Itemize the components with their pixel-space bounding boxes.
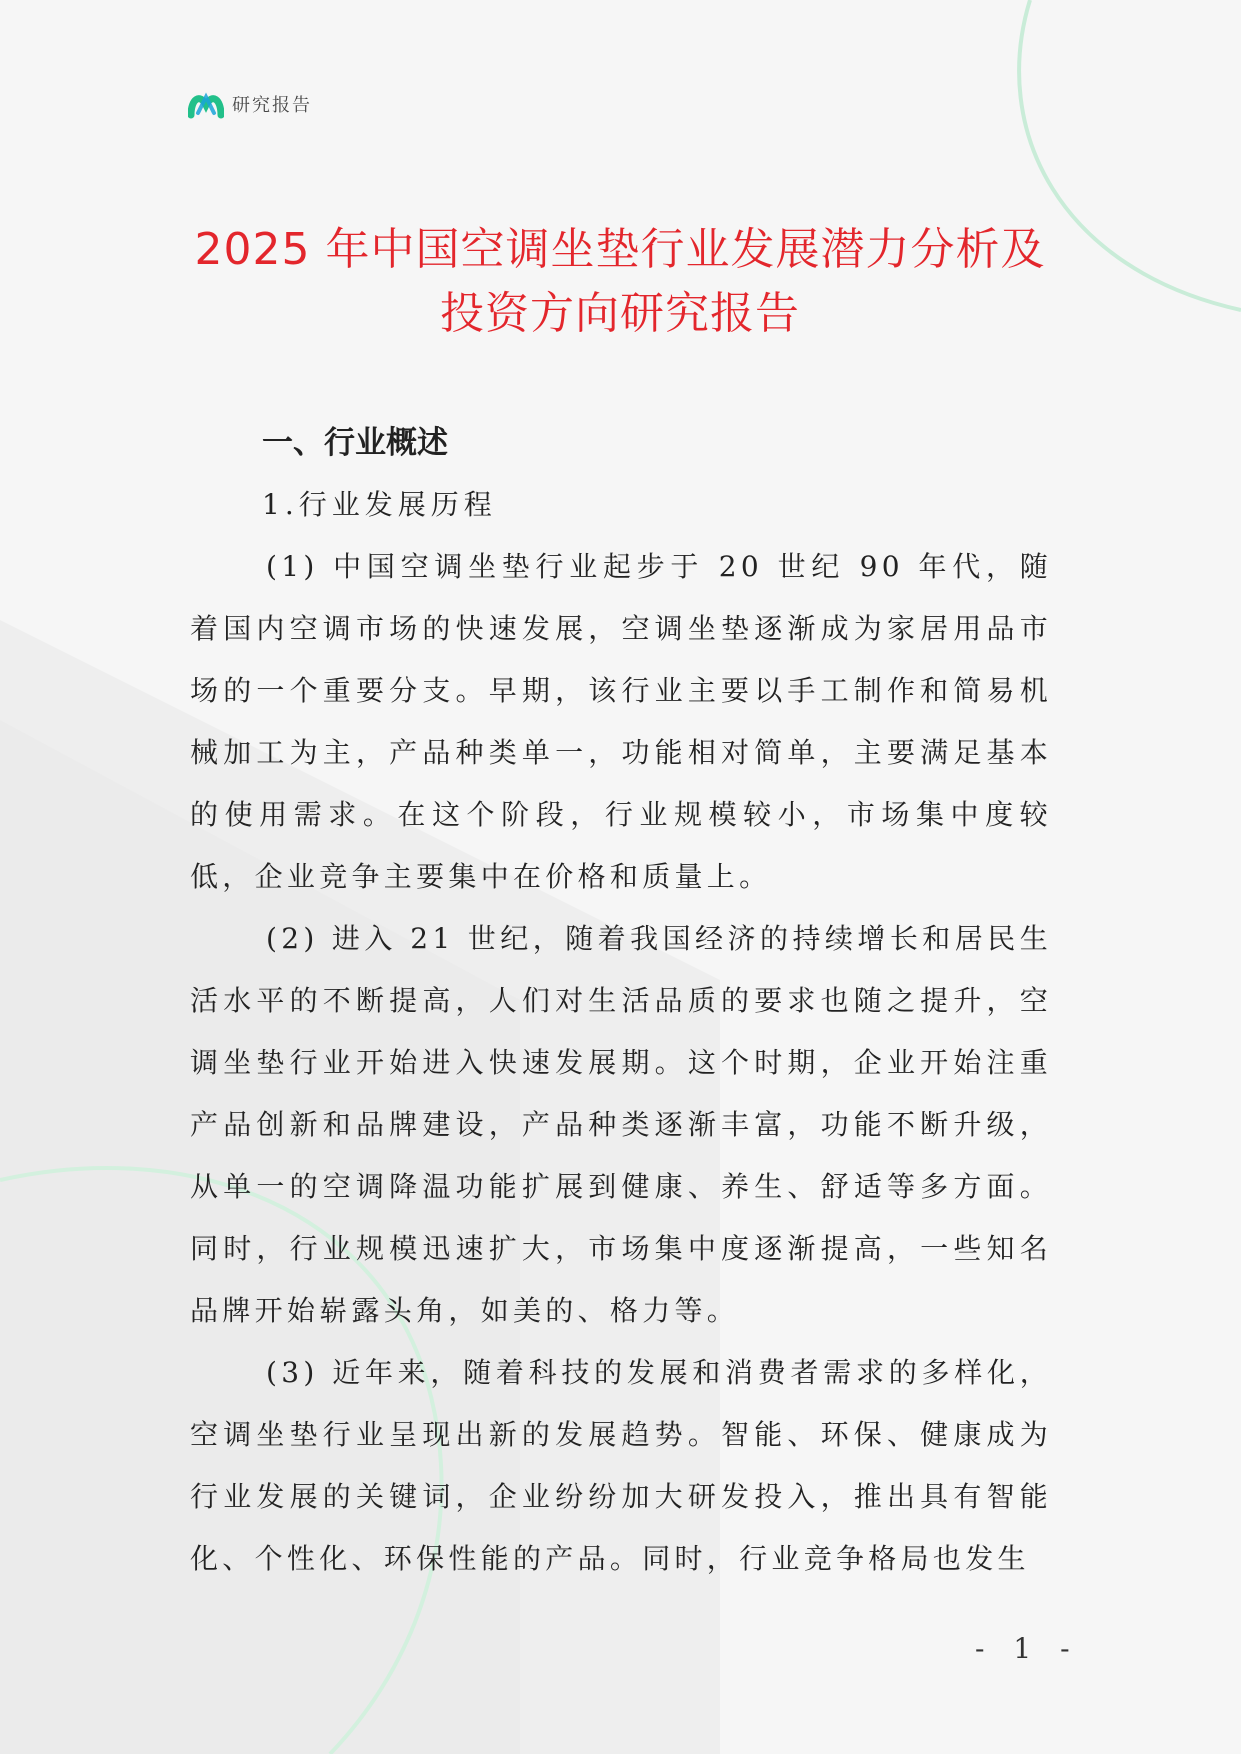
header-label: 研究报告 [232,95,312,116]
title-line-2: 投资方向研究报告 [440,288,800,339]
paragraph: (2) 进入 21 世纪，随着我国经济的持续增长和居民生活水平的不断提高，人们对生活品质的要求也随之提升，空调坐垫行业开始进入快速发展期。这个时期，企业开始注重产品创新和品牌建设，产品种类逐渐丰富，功能不断升级，从单一的空调降温功能扩展到健康、养生、舒适等多方面。同时，行业规模迅速扩大，市场集中度逐渐提高，一些知名品牌开始崭露头角，如美的、格力等。 [190,922,1052,1327]
document-body [190,412,1052,1590]
brand-logo-icon [188,88,224,120]
page-number: - 1 - [975,1632,1080,1665]
title-line-1: 2025 年中国空调坐垫行业发展潜力分析及 [194,224,1046,275]
paragraph: (3) 近年来，随着科技的发展和消费者需求的多样化，空调坐垫行业呈现出新的发展趋势。智能、环保、健康成为行业发展的关键词，企业纷纷加大研发投入，推出具有智能化、个性化、环保性能的产品。同时，行业竞争格局也发生 [190,1356,1052,1575]
subsection-heading: 1.行业发展历程 [262,488,497,521]
document-title [150,218,1090,346]
paragraph: (1) 中国空调坐垫行业起步于 20 世纪 90 年代，随着国内空调市场的快速发展，空调坐垫逐渐成为家居用品市场的一个重要分支。早期，该行业主要以手工制作和简易机械加工为主，产品种类单一，功能相对简单，主要满足基本的使用需求。在这个阶段，行业规模较小，市场集中度较低，企业竞争主要集中在价格和质量上。 [190,550,1052,893]
section-heading: 一、行业概述 [262,425,448,461]
header [188,88,312,120]
